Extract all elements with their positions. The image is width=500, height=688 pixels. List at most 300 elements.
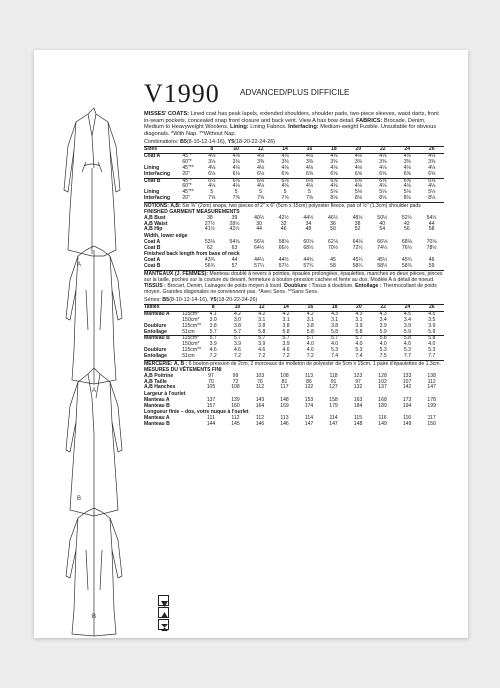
cell-value: 42½: [278, 214, 289, 221]
cell-value: 169: [280, 402, 289, 409]
cell-value: 6⅛: [224, 178, 248, 184]
cell-value: 7.2: [209, 353, 217, 360]
cell-value: 3.4: [403, 316, 411, 323]
cell-value: 46: [280, 226, 287, 233]
header: [144, 80, 444, 108]
cell-value: 4⅛: [232, 152, 240, 159]
cell-value: 44½: [278, 257, 289, 264]
width-label: 150cm*: [182, 316, 200, 323]
cell-value: 194: [402, 402, 412, 409]
interfacing-label: Interfacing:: [288, 124, 319, 131]
width-label: 45"*: [182, 178, 199, 184]
cell-value: 157: [206, 402, 216, 409]
cell-value: 4⅛: [379, 152, 387, 159]
cell-value: 7.2: [282, 353, 290, 360]
cell-value: 8⅛: [379, 195, 387, 202]
cell-value: 123: [353, 372, 363, 379]
cell-value: 56⅛: [254, 238, 265, 245]
width-label: 20": [182, 195, 190, 202]
cell-value: 5.3: [379, 347, 387, 354]
cell-value: 4⅛: [281, 164, 289, 171]
row-label: Interfacing: [144, 195, 171, 202]
cell-value: 3⅜: [305, 158, 314, 165]
cell-value: 62: [207, 244, 213, 251]
cell-value: 5: [234, 189, 238, 196]
cell-value: 43¾: [204, 257, 215, 264]
cell-value: 3.8: [209, 322, 217, 329]
cell-value: 52: [354, 226, 361, 233]
cell-value: 20: [346, 146, 370, 153]
cell-value: 163: [353, 396, 363, 403]
table-row: [144, 422, 444, 428]
cell-value: 60⅛: [303, 238, 314, 245]
cell-value: 3.1: [331, 316, 339, 323]
cell-value: 145: [231, 421, 240, 428]
cell-value: 22: [371, 146, 395, 153]
row-label: Coat B: [144, 178, 182, 184]
cell-value: 66⅛: [377, 238, 388, 245]
cell-value: 7⅝: [281, 195, 289, 202]
cell-value: 38: [207, 214, 213, 221]
cell-value: 3.8: [258, 322, 266, 329]
cell-value: 6⅛: [257, 170, 265, 177]
cell-value: 4.3: [355, 310, 363, 317]
cell-value: 4⅛: [305, 183, 314, 190]
cell-value: 42½: [229, 226, 240, 233]
cell-value: 168: [378, 396, 387, 403]
cell-value: 5.8: [282, 328, 290, 335]
cell-value: 6⅛: [297, 178, 321, 184]
cell-value: 40: [379, 220, 386, 227]
cell-value: 45¾: [401, 257, 412, 264]
cell-value: 10: [225, 304, 249, 311]
cell-value: 45¼: [352, 257, 363, 264]
row-label: Manteau B: [144, 421, 170, 428]
yardage-table-fr: [144, 304, 444, 360]
cell-value: 24: [395, 146, 419, 153]
cell-value: 8⅛: [428, 195, 436, 202]
pattern-info: [144, 80, 444, 428]
cell-value: 113: [304, 372, 314, 379]
cell-value: 53⅛: [204, 238, 215, 245]
cell-value: 137: [378, 384, 387, 391]
row-label: Largeur à l'ourlet: [144, 390, 186, 397]
row-label: A,B Hanches: [144, 384, 176, 391]
cell-value: 3⅜: [330, 158, 338, 165]
row-label: Doublure: [144, 347, 167, 354]
view-a-back-drawing: [66, 246, 122, 384]
combinations-label: Séries:: [144, 297, 161, 304]
cell-value: 117: [280, 384, 289, 391]
cell-value: 62⅛: [328, 238, 338, 245]
cell-value: 4⅛: [379, 183, 387, 190]
fabrics-text: Brocade, Denim, Medium to Heavyweight Woolens.: [144, 117, 426, 131]
cell-value: 5.3: [355, 347, 363, 354]
cell-value: 148: [353, 421, 363, 428]
cell-value: 7.7: [403, 353, 411, 360]
cell-value: 143: [255, 396, 265, 403]
cell-value: 44: [231, 257, 238, 264]
lining-label: Lining:: [230, 124, 249, 131]
cell-value: 199: [427, 402, 436, 409]
cell-value: 14: [274, 304, 298, 311]
row-label: A,B Poitrine: [144, 372, 174, 379]
cell-value: 4.3: [379, 310, 387, 317]
row-label: Sizes: [144, 146, 182, 153]
cell-value: 4.2: [306, 310, 314, 317]
cell-value: 5.3: [331, 347, 339, 354]
cell-value: 164: [255, 402, 265, 409]
row-label: Coat B: [144, 244, 161, 251]
cell-value: 3.1: [306, 316, 314, 323]
hourglass-icon: [158, 619, 169, 630]
cell-value: 139: [231, 396, 240, 403]
cell-value: 58½: [377, 263, 388, 270]
cell-value: 4.6: [209, 347, 217, 354]
cell-value: 114: [329, 415, 338, 422]
cell-value: 70: [208, 378, 214, 385]
cell-value: 5.7: [250, 336, 274, 342]
cell-value: 108: [280, 372, 289, 379]
cell-value: 4⅛: [428, 183, 436, 190]
cell-value: 4⅛: [354, 164, 362, 171]
cell-value: 6⅛: [248, 178, 272, 184]
cell-value: 64⅛: [352, 238, 363, 245]
cell-value: 5.7: [298, 336, 322, 342]
cell-value: 122: [304, 384, 314, 391]
cell-value: 4.2: [258, 310, 266, 317]
triangle-down-icon: [158, 595, 169, 606]
cell-value: 58¼: [352, 263, 363, 270]
cell-value: 72: [232, 378, 239, 385]
cell-value: 179: [329, 402, 338, 409]
cell-value: 97: [208, 372, 214, 379]
cell-value: 3.1: [258, 316, 266, 323]
cell-value: 4⅛: [208, 164, 216, 171]
cell-value: 26: [420, 304, 444, 311]
cell-value: 6⅝: [428, 170, 436, 177]
width-label: 150cm*: [182, 341, 200, 348]
cell-value: 5.7: [209, 328, 217, 335]
cell-value: 6⅝: [346, 178, 370, 184]
cell-value: 81: [281, 378, 288, 385]
cell-value: 4.0: [355, 341, 363, 348]
cell-value: 4⅛: [428, 164, 436, 171]
cell-value: 6⅝: [379, 170, 387, 177]
layout-symbols: [158, 595, 170, 631]
row-label: Manteau B: [144, 402, 170, 409]
cell-value: 4⅛: [330, 164, 338, 171]
cell-value: 32: [280, 220, 287, 227]
cell-value: 117: [427, 415, 436, 422]
cell-value: 86: [306, 378, 312, 385]
cell-value: 91: [330, 378, 337, 385]
notions-label: MERCERIE:: [144, 361, 173, 368]
cell-value: 147: [304, 421, 314, 428]
cell-value: 6⅝: [354, 170, 362, 177]
view-label: B: [92, 614, 97, 620]
cell-value: 4.6: [258, 347, 266, 354]
cell-value: 3.8: [306, 322, 314, 329]
cell-value: 27½: [204, 220, 215, 227]
cell-value: 99: [232, 372, 239, 379]
lining-text: Lining Fabrics.: [248, 124, 287, 131]
cell-value: 3⅜: [428, 158, 436, 165]
cell-value: 78½: [426, 244, 437, 251]
cell-value: 28½: [229, 220, 240, 227]
size-range-b5: (8-10-12-14-16),: [186, 139, 227, 146]
row-label: Coat A: [144, 257, 161, 264]
width-label: 115cm**: [182, 322, 202, 329]
cell-value: 3.1: [355, 316, 363, 323]
row-label: Manteau B: [144, 336, 182, 342]
cell-value: 14: [273, 146, 297, 153]
yardage-table-en: [144, 146, 444, 202]
cell-value: 4⅛: [354, 152, 362, 159]
cell-value: 4⅛: [403, 152, 411, 159]
cell-value: 45: [330, 257, 336, 264]
pattern-number: V1990: [144, 79, 220, 108]
size-range-b5-label: B5: [162, 297, 170, 304]
cell-value: 42: [404, 220, 410, 227]
description-text: Manteau doublé à revers à pointes, épaules prolongées, épaulettes, manches en deux pièces, pinces sur la taille, poches sur la couture du devant, fermeture à bouton-pression cachée et fente au dos. Modèle A à détail de noeud.: [144, 270, 443, 284]
cell-value: 4.6: [233, 347, 242, 354]
row-label: A,B Hip: [144, 226, 163, 233]
triangle-up-icon: [158, 607, 169, 618]
cell-value: 56: [404, 226, 410, 233]
cell-value: 105: [206, 384, 216, 391]
cell-value: 4⅛: [281, 183, 289, 190]
cell-value: 54: [379, 226, 386, 233]
cell-value: 4⅛: [232, 164, 240, 171]
cell-value: 46: [428, 257, 435, 264]
description-lead: MISSES' COATS:: [144, 111, 190, 117]
cell-value: 5.8: [355, 328, 363, 335]
cell-value: 5⅛: [428, 189, 436, 196]
cell-value: 8⅛: [330, 195, 338, 202]
cell-value: 5⅛: [379, 189, 387, 196]
cell-value: 7.4: [355, 353, 363, 360]
row-label: Coat B: [144, 263, 161, 270]
cell-value: 3⅜: [257, 158, 265, 165]
cell-value: 44: [256, 226, 262, 233]
fabrics-text: Brocart, Denim, Lainages de poids moyen à lourd.: [165, 283, 283, 290]
difficulty-label: ADVANCED/PLUS DIFFICILE: [240, 88, 350, 97]
table-title: MESURES DU VÊTEMENTS FINI: [144, 366, 222, 373]
cell-value: 50: [330, 226, 336, 233]
row-label: Manteau A: [144, 415, 170, 422]
row-label: Coat A: [144, 152, 161, 159]
cell-value: 54⅛: [229, 238, 240, 245]
cell-value: 108: [231, 384, 240, 391]
width-label: 45"**: [182, 189, 194, 196]
row-label: Lining: [144, 164, 160, 171]
cell-value: 6⅛: [322, 178, 346, 184]
cell-value: 174: [304, 402, 314, 409]
cell-value: 5⅛: [403, 189, 411, 196]
cell-value: 4⅛: [354, 183, 362, 190]
cell-value: 149: [402, 421, 412, 428]
cell-value: 57½: [278, 263, 289, 270]
cell-value: 3⅜: [281, 158, 289, 165]
cell-value: 8: [200, 146, 224, 153]
cell-value: 58: [428, 226, 435, 233]
cell-value: 22: [371, 304, 395, 311]
notions-label: NOTIONS:: [144, 203, 169, 210]
cell-value: 4⅛: [330, 152, 338, 159]
width-label: 51cm: [182, 328, 195, 335]
cell-value: 48½: [352, 214, 363, 221]
description-fr: [144, 270, 444, 295]
cell-value: 10: [224, 146, 248, 153]
cell-value: 6⅛: [208, 170, 216, 177]
cell-value: 5.9: [403, 328, 411, 335]
cell-value: 7⅝: [232, 195, 240, 202]
width-label: 60"*: [182, 158, 192, 165]
cell-value: 184: [353, 402, 363, 409]
view-a-front-drawing: [64, 108, 120, 256]
cell-value: 8⅛: [354, 195, 362, 202]
size-range-y5-label: Y5: [209, 297, 217, 304]
cell-value: 111: [207, 415, 215, 422]
cell-value: 4.5: [428, 310, 436, 317]
cell-value: 7.2: [233, 353, 242, 360]
cell-value: 3.0: [209, 316, 217, 323]
cell-value: 4.5: [403, 310, 411, 317]
cell-value: 6⅝: [395, 178, 419, 184]
width-label: 115cm*: [182, 335, 200, 342]
row-label: A,B Taille: [144, 378, 167, 385]
cell-value: 3.8: [282, 322, 290, 329]
view-label: B: [77, 496, 82, 502]
cell-value: 26: [419, 146, 444, 153]
cell-value: 149: [378, 421, 387, 428]
cell-value: 3.9: [379, 322, 387, 329]
cell-value: 76½: [401, 244, 412, 251]
cell-value: 115: [353, 415, 363, 422]
cell-value: 112: [231, 415, 240, 422]
view-label: A: [77, 262, 82, 268]
cell-value: 20: [347, 304, 371, 311]
cell-value: 68½: [303, 244, 314, 251]
row-label: Entoilage: [144, 328, 167, 335]
row-label: Finished back length from base of neck: [144, 251, 240, 258]
cell-value: 6⅝: [371, 178, 395, 184]
cell-value: 138: [427, 372, 436, 379]
width-label: 115cm*: [182, 310, 200, 317]
cell-value: 4.2: [233, 310, 242, 317]
cell-value: 118: [329, 372, 338, 379]
row-label: A,B Waist: [144, 220, 168, 227]
size-range-y5: (18-20-22-24-26): [234, 139, 275, 146]
fabrics-label: TISSUS :: [144, 283, 166, 290]
cell-value: 173: [402, 396, 412, 403]
cell-value: 63: [231, 244, 238, 251]
cell-value: 7.2: [306, 353, 314, 360]
cell-value: 34: [305, 220, 312, 227]
cell-value: 57¼: [254, 263, 265, 270]
cell-value: 4.0: [379, 341, 387, 348]
width-label: 115cm**: [182, 347, 202, 354]
cell-value: 103: [255, 372, 265, 379]
cell-value: 76: [257, 378, 263, 385]
size-range-b5-label: B5: [179, 139, 187, 146]
cell-value: 18: [322, 146, 346, 153]
row-label: Manteau A: [144, 310, 170, 317]
cell-value: 12: [248, 146, 272, 153]
interfacing-label: Entoilage :: [355, 283, 382, 290]
cell-value: 16: [298, 304, 322, 311]
cell-value: 36: [330, 220, 336, 227]
cell-value: 4⅛: [257, 164, 265, 171]
notions-views-label: A,B:: [170, 203, 181, 210]
cell-value: 4.6: [282, 347, 290, 354]
cell-value: 112: [255, 384, 265, 391]
fabrics-label: FABRICS:: [355, 117, 383, 124]
table-title: FINISHED GARMENT MEASUREMENTS: [144, 208, 240, 215]
cell-value: 7.4: [331, 353, 339, 360]
description-text: Lined coat has peak lapels, extended shoulders, shoulder pads, two-piece sleeves, waist darts, front in-seam pockets, concealed snap front closure and back vent. View A has bow detail.: [144, 111, 439, 124]
cell-value: 58¾: [401, 263, 412, 270]
cell-value: 4⅛: [208, 152, 216, 159]
cell-value: 58: [330, 263, 336, 270]
cell-value: 70⅛: [426, 238, 437, 245]
combinations-label: Combinations:: [144, 139, 179, 146]
cell-value: 12: [250, 304, 274, 311]
cell-value: 153: [304, 396, 314, 403]
cell-value: 4⅛: [232, 183, 240, 190]
notions-views-label: A, B :: [174, 361, 188, 368]
cell-value: 6⅝: [281, 170, 289, 177]
cell-value: 44¾: [303, 257, 314, 264]
cell-value: 4⅛: [428, 152, 436, 159]
cell-value: 107: [402, 378, 412, 385]
cell-value: 7.7: [428, 353, 436, 360]
cell-value: 4.1: [209, 310, 217, 317]
cell-value: 7⅝: [257, 195, 265, 202]
cell-value: 5.3: [403, 347, 411, 354]
cell-value: 3.9: [209, 341, 217, 348]
cell-value: 6⅝: [330, 170, 338, 177]
cell-value: 4.0: [403, 341, 411, 348]
cell-value: 4⅛: [257, 183, 265, 190]
cell-value: 74½: [377, 244, 388, 251]
cell-value: 5⅛: [330, 189, 338, 196]
cell-value: 112: [427, 378, 436, 385]
size-range-y5: (18-20-22-24-26): [216, 297, 258, 304]
width-label: 45"**: [182, 164, 194, 171]
cell-value: 6⅛: [232, 170, 240, 177]
cell-value: 3.9: [403, 322, 411, 329]
cell-value: 38: [354, 220, 361, 227]
cell-value: 5.8: [331, 328, 339, 335]
cell-value: 5.9: [379, 328, 387, 335]
cell-value: 3.9: [258, 341, 266, 348]
measurements-table-fr: [144, 367, 444, 428]
description-en: [144, 111, 444, 137]
notions-text: Six ⅜" (2cm) snaps, two pieces of 2" x 6" (5cm x 15cm) polyester fleece, pair of ½" (1.3cm) shoulder pads: [180, 203, 421, 210]
cell-value: 112: [255, 415, 265, 422]
row-label: Interfacing: [144, 170, 171, 177]
combinations-en: [144, 139, 444, 146]
row-label: Width, lower edge: [144, 232, 188, 239]
cell-value: 3.9: [233, 341, 242, 348]
cell-value: 3⅛: [232, 158, 240, 165]
cell-value: 4⅛: [403, 164, 411, 171]
lining-text: Tissus à doublure.: [310, 283, 354, 290]
cell-value: 114: [304, 415, 314, 422]
cell-value: 5: [210, 189, 214, 196]
